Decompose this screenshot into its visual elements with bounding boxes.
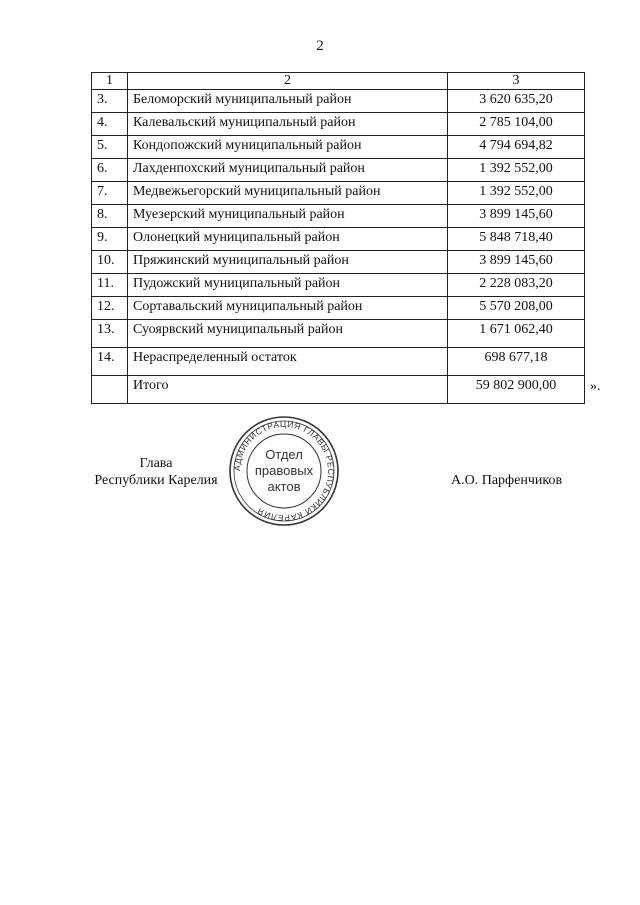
- stamp-ring-text: АДМИНИСТРАЦИЯ ГЛАВЫ РЕСПУБЛИКИ КАРЕЛИЯ: [231, 418, 337, 524]
- row-number-cell: 10.: [92, 251, 128, 274]
- table-row: [92, 320, 585, 348]
- official-stamp: [228, 415, 340, 527]
- row-amount-cell: 59 802 900,00: [448, 376, 585, 404]
- row-number-cell: [92, 376, 128, 404]
- row-number-cell: 8.: [92, 205, 128, 228]
- table-row: [92, 376, 585, 404]
- table-row: [92, 159, 585, 182]
- row-amount-cell: 4 794 694,82: [448, 136, 585, 159]
- row-name-cell: Медвежьегорский муниципальный район: [128, 182, 448, 205]
- table-row: [92, 297, 585, 320]
- row-name-cell: Муезерский муниципальный район: [128, 205, 448, 228]
- row-name-cell: Нераспределенный остаток: [128, 348, 448, 376]
- row-amount-cell: 3 620 635,20: [448, 90, 585, 113]
- signatory-title: [92, 456, 220, 490]
- table-row: [92, 113, 585, 136]
- signatory-title-line1: Глава: [139, 456, 173, 471]
- signatory-name: А.О. Парфенчиков: [451, 473, 563, 488]
- stamp-center-line3: актов: [267, 479, 301, 494]
- table-row: [92, 136, 585, 159]
- row-name-cell: Пряжинский муниципальный район: [128, 251, 448, 274]
- row-amount-cell: 2 228 083,20: [448, 274, 585, 297]
- row-name-cell: Олонецкий муниципальный район: [128, 228, 448, 251]
- closing-quote-mark: ».: [590, 379, 601, 394]
- row-name-cell: Пудожский муниципальный район: [128, 274, 448, 297]
- signatory-title-line2: Республики Карелия: [94, 472, 218, 488]
- row-name-cell: Итого: [128, 376, 448, 404]
- stamp-center-line1: Отдел: [265, 447, 303, 462]
- row-amount-cell: 2 785 104,00: [448, 113, 585, 136]
- row-number-cell: 14.: [92, 348, 128, 376]
- table-row: [92, 274, 585, 297]
- table-header-row: [92, 73, 585, 90]
- table-row: [92, 182, 585, 205]
- row-amount-cell: 1 392 552,00: [448, 159, 585, 182]
- row-name-cell: Беломорский муниципальный район: [128, 90, 448, 113]
- row-number-cell: 5.: [92, 136, 128, 159]
- row-amount-cell: 5 570 208,00: [448, 297, 585, 320]
- table-row: [92, 228, 585, 251]
- row-name-cell: Кондопожский муниципальный район: [128, 136, 448, 159]
- row-amount-cell: 1 671 062,40: [448, 320, 585, 348]
- row-number-cell: 6.: [92, 159, 128, 182]
- row-name-cell: Лахденпохский муниципальный район: [128, 159, 448, 182]
- row-number-cell: 13.: [92, 320, 128, 348]
- row-name-cell: Суоярвский муниципальный район: [128, 320, 448, 348]
- row-amount-cell: 698 677,18: [448, 348, 585, 376]
- row-number-cell: 7.: [92, 182, 128, 205]
- page-number: 2: [316, 38, 324, 54]
- table-row: [92, 348, 585, 376]
- row-number-cell: 11.: [92, 274, 128, 297]
- row-amount-cell: 1 392 552,00: [448, 182, 585, 205]
- row-number-cell: 12.: [92, 297, 128, 320]
- row-number-cell: 9.: [92, 228, 128, 251]
- row-amount-cell: 3 899 145,60: [448, 205, 585, 228]
- header-cell-3: 3: [448, 73, 585, 90]
- stamp-center-line2: правовых: [254, 463, 314, 478]
- allocation-table: [91, 72, 585, 404]
- row-amount-cell: 3 899 145,60: [448, 251, 585, 274]
- table-row: [92, 251, 585, 274]
- row-number-cell: 4.: [92, 113, 128, 136]
- header-cell-2: 2: [128, 73, 448, 90]
- row-number-cell: 3.: [92, 90, 128, 113]
- table-row: [92, 90, 585, 113]
- row-name-cell: Калевальский муниципальный район: [128, 113, 448, 136]
- header-cell-1: 1: [92, 73, 128, 90]
- row-name-cell: Сортавальский муниципальный район: [128, 297, 448, 320]
- table-row: [92, 205, 585, 228]
- row-amount-cell: 5 848 718,40: [448, 228, 585, 251]
